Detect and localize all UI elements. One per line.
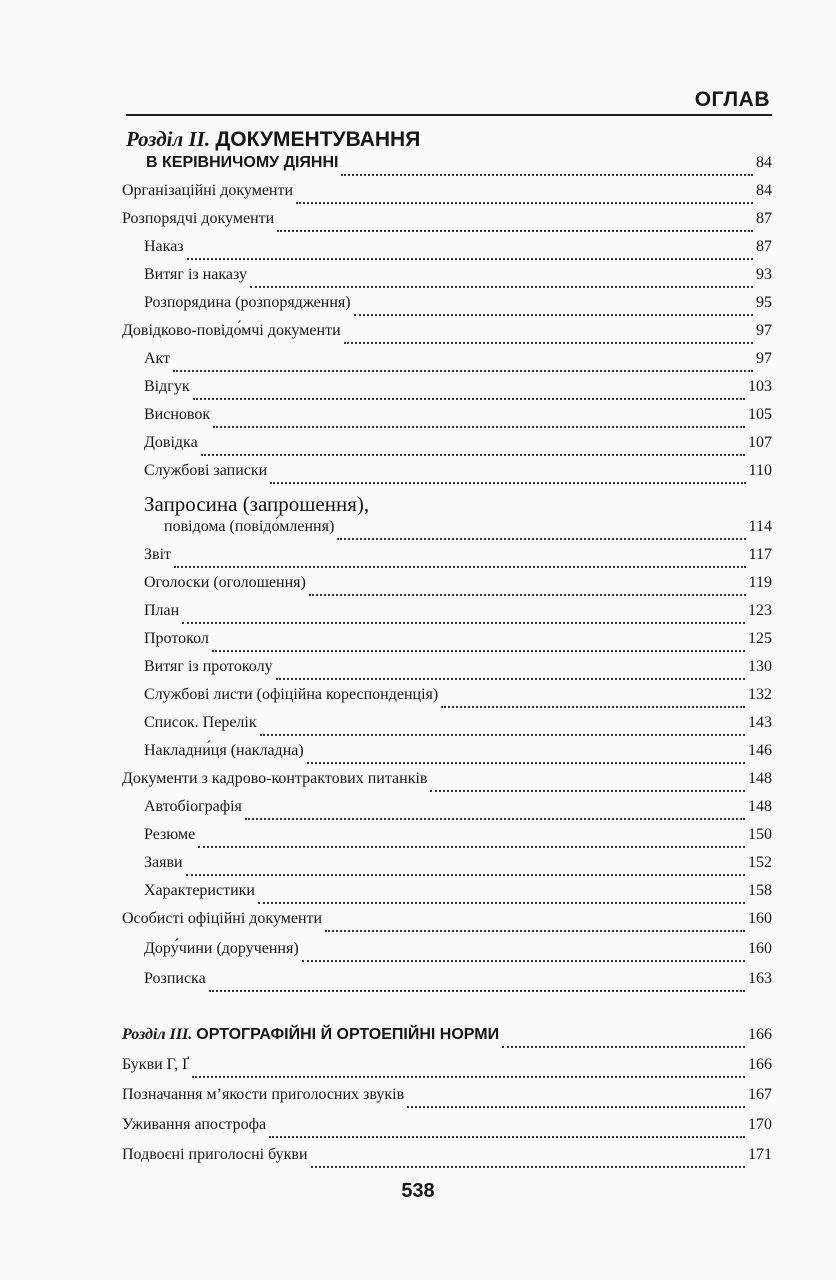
page-ref: 166	[748, 1026, 772, 1043]
leader-dots	[260, 734, 745, 736]
page-ref: 84	[756, 182, 772, 199]
entry-title: Довідка	[144, 434, 198, 451]
page-ref: 170	[748, 1116, 772, 1133]
entry-title: Оголоски (оголошення)	[144, 574, 306, 591]
toc-entry[interactable]	[144, 462, 772, 490]
page-ref: 167	[748, 1086, 772, 1103]
page-ref: 119	[748, 574, 772, 591]
entry-title: Автобіографія	[144, 798, 242, 815]
entry-title: Запросина (запрошення),	[144, 492, 370, 516]
toc-entry[interactable]	[122, 182, 772, 210]
section-3-title-wrap	[122, 1026, 499, 1044]
toc-entry[interactable]	[122, 210, 772, 238]
page-ref: 95	[756, 294, 772, 311]
page-ref: 125	[748, 630, 772, 647]
page-ref: 158	[748, 882, 772, 899]
leader-dots	[245, 818, 745, 820]
leader-dots	[250, 286, 753, 288]
leader-dots	[430, 790, 745, 792]
entry-title: Заяви	[144, 854, 183, 871]
entry-title: Дору́чини (доручення)	[144, 940, 299, 957]
toc-entry[interactable]	[144, 854, 772, 882]
page-number: 538	[401, 1180, 435, 1202]
toc-entry-continued[interactable]	[144, 490, 369, 518]
entry-title: Розписка	[144, 970, 206, 987]
toc-entry[interactable]	[144, 546, 772, 574]
leader-dots	[198, 846, 745, 848]
leader-dots	[174, 566, 746, 568]
entry-title: План	[144, 602, 180, 619]
entry-title: Витяг із протоколу	[144, 658, 273, 675]
leader-dots	[269, 1136, 745, 1138]
entry-title: Службові записки	[144, 462, 268, 479]
entry-title: Розпорядина (розпорядження)	[144, 294, 351, 311]
toc-entry[interactable]	[144, 798, 772, 826]
toc-entry[interactable]	[144, 574, 772, 602]
toc-entry[interactable]	[144, 658, 772, 686]
toc-entry[interactable]	[144, 630, 772, 658]
entry-title: Список. Перелік	[144, 714, 257, 731]
section-2-title-entry[interactable]	[146, 154, 772, 182]
page-ref: 160	[748, 940, 772, 957]
page-ref: 148	[748, 770, 772, 787]
page-ref: 97	[756, 350, 772, 367]
toc-entry[interactable]	[122, 1086, 772, 1114]
toc-entry[interactable]	[122, 1056, 772, 1084]
entry-title: Наказ	[144, 238, 184, 255]
leader-dots	[193, 398, 745, 400]
section-3-heading[interactable]	[122, 1026, 772, 1054]
toc-entry[interactable]	[164, 518, 772, 546]
page-ref: 143	[748, 714, 772, 731]
leader-dots	[209, 990, 745, 992]
entry-title: Особисті офіційні документи	[122, 910, 323, 927]
toc-entry[interactable]	[122, 322, 772, 350]
toc-entry[interactable]	[144, 882, 772, 910]
section-2-heading	[126, 125, 420, 154]
leader-dots	[277, 230, 753, 232]
page-ref: 171	[748, 1146, 772, 1163]
entry-title: Протокол	[144, 630, 209, 647]
leader-dots	[307, 762, 745, 764]
leader-dots	[213, 426, 745, 428]
entry-title: Резюме	[144, 826, 196, 843]
page-ref: 103	[748, 378, 772, 395]
leader-dots	[407, 1106, 745, 1108]
toc-entry[interactable]	[144, 826, 772, 854]
section-2-title-line2: В КЕРІВНИЧОМУ ДІЯННІ	[146, 154, 339, 171]
page-ref: 166	[748, 1056, 772, 1073]
entry-title: Букви Г, Ґ	[122, 1056, 190, 1073]
leader-dots	[296, 202, 753, 204]
leader-dots	[173, 370, 753, 372]
leader-dots	[502, 1046, 745, 1048]
toc-entry[interactable]	[144, 266, 772, 294]
toc-entry[interactable]	[144, 686, 772, 714]
page-ref: 152	[748, 854, 772, 871]
toc-entry[interactable]	[122, 770, 772, 798]
entry-title: Документи з кадрово-контрактових питанків	[122, 770, 428, 787]
leader-dots	[276, 678, 745, 680]
leader-dots	[270, 482, 745, 484]
leader-dots	[212, 650, 745, 652]
toc-entry[interactable]	[144, 940, 772, 968]
entry-title: Уживання апострофа	[122, 1116, 267, 1133]
section-3-prefix: Розділ ІІІ.	[122, 1026, 193, 1043]
toc-entry[interactable]	[144, 350, 772, 378]
page-ref: 148	[748, 798, 772, 815]
section-2-prefix: Розділ ІІ.	[126, 127, 211, 151]
entry-title: Витяг із наказу	[144, 266, 247, 283]
leader-dots	[311, 1166, 745, 1168]
leader-dots	[201, 454, 745, 456]
page-ref: 163	[748, 970, 772, 987]
entry-title: повідома (повідо́млення)	[164, 518, 335, 535]
toc-entry[interactable]	[144, 406, 772, 434]
toc-entry[interactable]	[144, 434, 772, 462]
page-ref: 150	[748, 826, 772, 843]
leader-dots	[441, 706, 745, 708]
leader-dots	[258, 902, 745, 904]
page-ref: 105	[748, 406, 772, 423]
page-ref: 87	[756, 210, 772, 227]
page-ref: 87	[756, 238, 772, 255]
leader-dots	[354, 314, 753, 316]
entry-title: Подвоєні приголосні букви	[122, 1146, 308, 1163]
leader-dots	[187, 258, 753, 260]
leader-dots	[302, 960, 745, 962]
page-ref: 97	[756, 322, 772, 339]
page-ref: 93	[756, 266, 772, 283]
entry-title: Позначання м’якости приголосних звуків	[122, 1086, 405, 1103]
leader-dots	[337, 538, 745, 540]
page-ref: 84	[756, 154, 772, 171]
toc-entry[interactable]	[122, 1116, 772, 1144]
running-header: ОГЛАВ	[694, 88, 770, 111]
leader-dots	[186, 874, 745, 876]
entry-title: Довідково-повідо́мчі документи	[122, 322, 341, 339]
page-ref: 146	[748, 742, 772, 759]
leader-dots	[192, 1076, 745, 1078]
entry-title: Службові листи (офіційна кореспонденція)	[144, 686, 439, 703]
page-ref: 107	[748, 434, 772, 451]
leader-dots	[182, 622, 745, 624]
toc-entry[interactable]	[144, 602, 772, 630]
page-ref: 132	[748, 686, 772, 703]
entry-title: Акт	[144, 350, 171, 367]
toc-entry[interactable]	[122, 910, 772, 938]
entry-title: Звіт	[144, 546, 172, 563]
section-3-title: ОРТОГРАФІЙНІ Й ОРТОЕПІЙНІ НОРМИ	[196, 1026, 500, 1043]
toc-entry[interactable]	[144, 238, 772, 266]
entry-title: Висновок	[144, 406, 211, 423]
toc-entry[interactable]	[144, 970, 772, 998]
page-ref: 160	[748, 910, 772, 927]
entry-title: Розпорядчі документи	[122, 210, 275, 227]
leader-dots	[344, 342, 753, 344]
section-2-title-line1: ДОКУМЕНТУВАННЯ	[215, 128, 421, 151]
entry-title: Накладни́ця (накладна)	[144, 742, 304, 759]
leader-dots	[325, 930, 745, 932]
toc-entry[interactable]	[144, 294, 772, 322]
page-ref: 114	[748, 518, 772, 535]
entry-title: Відгук	[144, 378, 190, 395]
page-ref: 110	[748, 462, 772, 479]
entry-title: Організаційні документи	[122, 182, 294, 199]
toc-entry[interactable]	[144, 742, 772, 770]
toc-entry[interactable]	[144, 714, 772, 742]
entry-title: Характеристики	[144, 882, 255, 899]
page-ref: 130	[748, 658, 772, 675]
toc-entry[interactable]	[144, 378, 772, 406]
page-ref: 123	[748, 602, 772, 619]
leader-dots	[309, 594, 746, 596]
toc-entry[interactable]	[122, 1146, 772, 1174]
leader-dots	[341, 174, 753, 176]
page-ref: 117	[748, 546, 772, 563]
